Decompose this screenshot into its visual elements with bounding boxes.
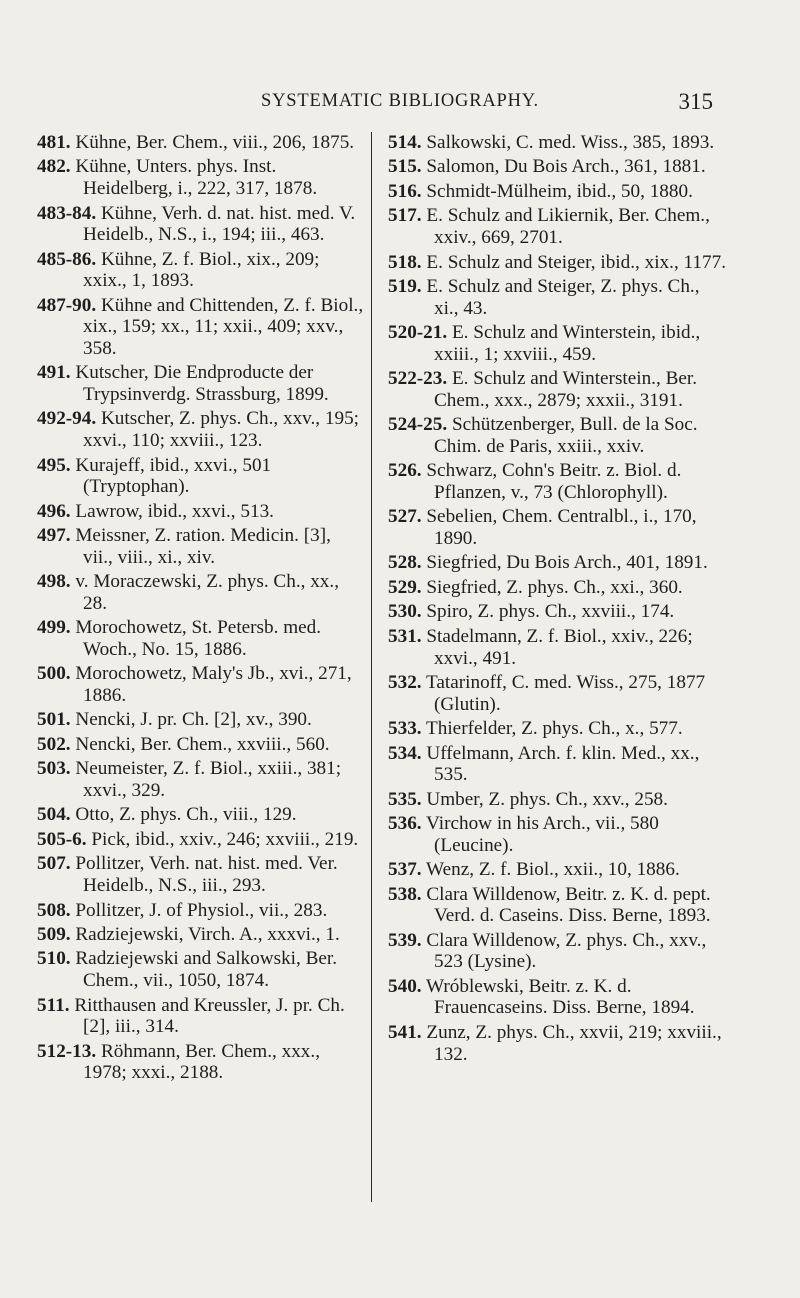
entry-number: 492-94. xyxy=(37,408,97,430)
entry-text: Kurajeff, ibid., xxvi., 501 (Tryptophan). xyxy=(75,454,272,498)
entry-number: 541. xyxy=(388,1021,422,1043)
entry-number: 518. xyxy=(388,251,422,273)
entry-text: Neumeister, Z. f. Biol., xxiii., 381; xxvi., 329. xyxy=(75,758,342,801)
entry-number: 540. xyxy=(388,975,422,997)
entry-number: 483-84. xyxy=(37,202,97,224)
bibliography-entry xyxy=(37,924,365,946)
bibliography-entry xyxy=(37,948,365,991)
bibliography-entry xyxy=(388,132,728,154)
bibliography-entry xyxy=(388,884,728,927)
bibliography-entry xyxy=(388,181,728,203)
entry-text: Umber, Z. phys. Ch., xxv., 258. xyxy=(426,788,668,810)
entry-number: 491. xyxy=(37,362,71,384)
bibliography-entry xyxy=(37,455,365,498)
bibliography-entry xyxy=(388,601,728,623)
entry-number: 519. xyxy=(388,276,422,298)
bibliography-entry xyxy=(37,734,365,756)
bibliography-entry xyxy=(388,743,728,786)
entry-text: Kutscher, Die Endproducte der Trypsinverdg. Strassburg, 1899. xyxy=(75,362,329,405)
bibliography-entry xyxy=(37,709,365,731)
entry-number: 498. xyxy=(37,571,71,593)
entry-text: E. Schulz and Steiger, Z. phys. Ch., xi., 43. xyxy=(426,276,700,319)
bibliography-entry xyxy=(37,829,365,851)
bibliography-entry xyxy=(37,571,365,614)
bibliography-entry xyxy=(37,249,365,292)
bibliography-entry xyxy=(388,626,728,669)
bibliography-entry xyxy=(388,859,728,881)
entry-text: Thierfelder, Z. phys. Ch., x., 577. xyxy=(426,718,683,740)
entry-text: E. Schulz and Winterstein, ibid., xxiii., 1; xxviii., 459. xyxy=(434,322,701,365)
entry-number: 499. xyxy=(37,617,71,639)
left-column xyxy=(37,132,365,1087)
entry-number: 501. xyxy=(37,709,71,731)
entry-number: 528. xyxy=(388,552,422,574)
entry-text: Siegfried, Du Bois Arch., 401, 1891. xyxy=(426,552,708,574)
page-header xyxy=(0,91,800,121)
entry-number: 515. xyxy=(388,156,422,178)
bibliography-entry xyxy=(388,414,728,457)
entry-number: 535. xyxy=(388,788,422,810)
entry-number: 497. xyxy=(37,525,71,547)
bibliography-entry xyxy=(37,408,365,451)
entry-text: Schwarz, Cohn's Beitr. z. Biol. d. Pflanzen, v., 73 (Chlorophyll). xyxy=(426,460,682,503)
entry-text: Morochowetz, Maly's Jb., xvi., 271, 1886. xyxy=(75,663,352,706)
column-divider xyxy=(371,132,372,1202)
entry-number: 524-25. xyxy=(388,414,448,436)
entry-number: 487-90. xyxy=(37,294,97,316)
entry-text: Virchow in his Arch., vii., 580 (Leucine). xyxy=(426,813,659,856)
bibliography-entry xyxy=(37,295,365,360)
entry-number: 495. xyxy=(37,454,71,476)
bibliography-entry xyxy=(37,132,365,154)
bibliography-entry xyxy=(388,252,728,274)
entry-text: Ritthausen and Kreussler, J. pr. Ch. [2], iii., 314. xyxy=(74,994,345,1038)
bibliography-entry xyxy=(37,617,365,660)
entry-number: 531. xyxy=(388,625,422,647)
bibliography-entry xyxy=(37,203,365,246)
entry-text: Kühne, Ber. Chem., viii., 206, 1875. xyxy=(75,132,355,153)
entry-text: Lawrow, ibid., xxvi., 513. xyxy=(75,500,274,522)
bibliography-entry xyxy=(37,362,365,405)
entry-number: 538. xyxy=(388,883,422,905)
entry-number: 512-13. xyxy=(37,1040,97,1062)
entry-text: Siegfried, Z. phys. Ch., xxi., 360. xyxy=(426,576,683,598)
entry-text: E. Schulz and Winterstein., Ber. Chem., xxx., 2879; xxxii., 3191. xyxy=(434,368,698,411)
entry-number: 527. xyxy=(388,506,422,528)
running-title: SYSTEMATIC BIBLIOGRAPHY. xyxy=(261,91,539,111)
entry-number: 517. xyxy=(388,205,422,227)
entry-number: 533. xyxy=(388,718,422,740)
bibliography-entry xyxy=(388,322,728,365)
page-number: 315 xyxy=(678,89,713,114)
entry-number: 516. xyxy=(388,180,422,202)
entry-text: Morochowetz, St. Petersb. med. Woch., No. 15, 1886. xyxy=(75,617,322,660)
bibliography-entry xyxy=(388,276,728,319)
bibliography-entry xyxy=(37,900,365,922)
entry-number: 520-21. xyxy=(388,322,448,344)
bibliography-entry xyxy=(388,813,728,856)
entry-text: Kühne, Z. f. Biol., xix., 209; xxix., 1, 1893. xyxy=(83,248,320,292)
bibliography-entry xyxy=(37,995,365,1038)
entry-number: 503. xyxy=(37,758,71,780)
bibliography-entry xyxy=(388,789,728,811)
right-column xyxy=(388,132,728,1068)
entry-text: Radziejewski and Salkowski, Ber. Chem., vii., 1050, 1874. xyxy=(75,948,338,992)
entry-number: 485-86. xyxy=(37,248,97,270)
entry-text: Salkowski, C. med. Wiss., 385, 1893. xyxy=(426,132,715,153)
entry-text: Tatarinoff, C. med. Wiss., 275, 1877 (Glutin). xyxy=(426,672,706,715)
entry-number: 502. xyxy=(37,733,71,755)
entry-number: 504. xyxy=(37,804,71,826)
bibliography-entry xyxy=(388,552,728,574)
entry-number: 507. xyxy=(37,853,71,875)
entry-text: Nencki, Ber. Chem., xxviii., 560. xyxy=(75,733,330,755)
entry-text: Otto, Z. phys. Ch., viii., 129. xyxy=(75,804,297,826)
entry-text: Pick, ibid., xxiv., 246; xxviii., 219. xyxy=(91,828,359,850)
entry-number: 539. xyxy=(388,929,422,951)
bibliography-entry xyxy=(37,525,365,568)
entry-text: Sebelien, Chem. Centralbl., i., 170, 1890. xyxy=(426,506,697,549)
entry-text: Wenz, Z. f. Biol., xxii., 10, 1886. xyxy=(426,859,680,881)
bibliography-entry xyxy=(388,506,728,549)
bibliography-entry xyxy=(37,758,365,801)
entry-number: 482. xyxy=(37,156,71,178)
bibliography-entry xyxy=(37,156,365,199)
bibliography-entry xyxy=(37,663,365,706)
bibliography-entry xyxy=(37,853,365,896)
bibliography-entry xyxy=(388,976,728,1019)
bibliography-entry xyxy=(388,205,728,248)
entry-number: 481. xyxy=(37,132,71,153)
entry-text: Meissner, Z. ration. Medicin. [3], vii., viii., xi., xiv. xyxy=(75,525,331,568)
bibliography-entry xyxy=(388,672,728,715)
bibliography-entry xyxy=(388,156,728,178)
entry-text: Nencki, J. pr. Ch. [2], xv., 390. xyxy=(75,709,312,731)
bibliography-entry xyxy=(388,1022,728,1065)
bibliography-entry xyxy=(37,501,365,523)
entry-text: Spiro, Z. phys. Ch., xxviii., 174. xyxy=(426,601,675,623)
entry-text: Schmidt-Mülheim, ibid., 50, 1880. xyxy=(426,180,693,202)
entry-number: 530. xyxy=(388,601,422,623)
entry-text: Pollitzer, J. of Physiol., vii., 283. xyxy=(75,899,328,921)
entry-text: Clara Willdenow, Z. phys. Ch., xxv., 523 (Lysine). xyxy=(426,929,707,973)
entry-number: 510. xyxy=(37,948,71,970)
entry-text: Clara Willdenow, Beitr. z. K. d. pept. Verd. d. Caseins. Diss. Berne, 1893. xyxy=(426,883,711,927)
entry-number: 505-6. xyxy=(37,828,87,850)
entry-number: 534. xyxy=(388,742,422,764)
entry-text: E. Schulz and Steiger, ibid., xix., 1177. xyxy=(426,251,726,273)
bibliography-entry xyxy=(37,804,365,826)
entry-text: Kühne, Verh. d. nat. hist. med. V. Heidelb., N.S., i., 194; iii., 463. xyxy=(83,202,356,246)
entry-number: 532. xyxy=(388,672,422,694)
entry-number: 514. xyxy=(388,132,422,153)
bibliography-entry xyxy=(388,930,728,973)
entry-text: Pollitzer, Verh. nat. hist. med. Ver. Heidelb., N.S., iii., 293. xyxy=(75,853,338,897)
entry-number: 522-23. xyxy=(388,368,448,390)
bibliography-entry xyxy=(388,718,728,740)
entry-text: v. Moraczewski, Z. phys. Ch., xx., 28. xyxy=(75,571,339,614)
bibliography-entry xyxy=(388,368,728,411)
entry-number: 536. xyxy=(388,813,422,835)
entry-number: 529. xyxy=(388,576,422,598)
entry-number: 526. xyxy=(388,460,422,482)
entry-text: Salomon, Du Bois Arch., 361, 1881. xyxy=(426,156,706,178)
entry-number: 511. xyxy=(37,994,70,1016)
bibliography-entry xyxy=(388,577,728,599)
bibliography-entry xyxy=(388,460,728,503)
entry-number: 496. xyxy=(37,500,71,522)
entry-text: Wróblewski, Beitr. z. K. d. Frauencaseins. Diss. Berne, 1894. xyxy=(426,975,695,1019)
entry-text: Röhmann, Ber. Chem., xxx., 1978; xxxi., 2188. xyxy=(83,1040,320,1084)
entry-number: 500. xyxy=(37,663,71,685)
entry-number: 537. xyxy=(388,859,422,881)
entry-text: Uffelmann, Arch. f. klin. Med., xx., 535. xyxy=(426,742,700,786)
entry-number: 508. xyxy=(37,899,71,921)
entry-text: Zunz, Z. phys. Ch., xxvii, 219; xxviii., 132. xyxy=(426,1021,722,1065)
entry-text: E. Schulz and Likiernik, Ber. Chem., xxiv., 669, 2701. xyxy=(426,205,710,249)
entry-text: Kühne, Unters. phys. Inst. Heidelberg, i., 222, 317, 1878. xyxy=(75,156,318,200)
entry-text: Stadelmann, Z. f. Biol., xxiv., 226; xxvi., 491. xyxy=(426,625,693,669)
bibliography-entry xyxy=(37,1041,365,1084)
entry-text: Schützenberger, Bull. de la Soc. Chim. de Paris, xxiii., xxiv. xyxy=(434,414,698,457)
entry-text: Radziejewski, Virch. A., xxxvi., 1. xyxy=(75,924,340,945)
entry-number: 509. xyxy=(37,924,71,945)
entry-text: Kutscher, Z. phys. Ch., xxv., 195; xxvi., 110; xxviii., 123. xyxy=(83,408,360,452)
entry-text: Kühne and Chittenden, Z. f. Biol., xix., 159; xx., 11; xxii., 409; xxv., 358. xyxy=(83,294,364,359)
